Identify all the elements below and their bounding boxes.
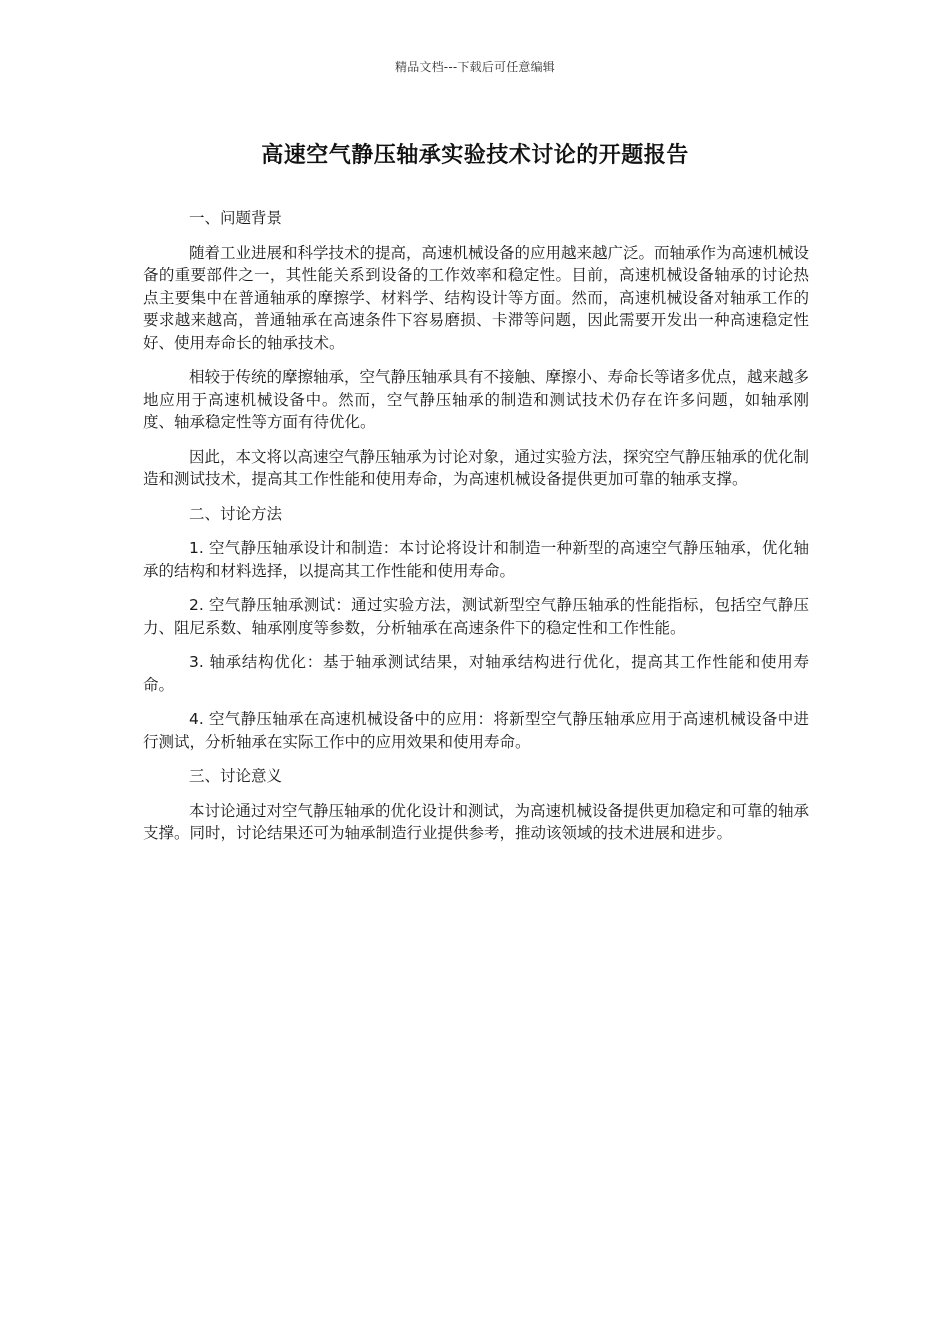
section-heading-methods: 二、讨论方法 bbox=[189, 504, 283, 523]
header-note: 精品文档---下载后可任意编辑 bbox=[395, 60, 555, 74]
section-heading-background: 一、问题背景 bbox=[189, 209, 283, 227]
method-item-1: 1. 空气静压轴承设计和制造：本讨论将设计和制造一种新型的高速空气静压轴承，优化轴承的结构和材料选择，以提高其工作性能和使用寿命。 bbox=[143, 539, 809, 580]
method-item-4: 4. 空气静压轴承在高速机械设备中的应用：将新型空气静压轴承应用于高速机械设备中进行测试，分析轴承在实际工作中的应用效果和使用寿命。 bbox=[143, 710, 809, 751]
document-body bbox=[143, 207, 809, 857]
background-paragraph-1: 随着工业进展和科学技术的提高，高速机械设备的应用越来越广泛。而轴承作为高速机械设备的重要部件之一，其性能关系到设备的工作效率和稳定性。目前，高速机械设备轴承的讨论热点主要集中在普通轴承的摩擦学、材料学、结构设计等方面。然而，高速机械设备对轴承工作的要求越来越高，普通轴承在高速条件下容易磨损、卡滞等问题，因此需要开发出一种高速稳定性好、使用寿命长的轴承技术。 bbox=[143, 243, 810, 352]
method-item-3: 3. 轴承结构优化：基于轴承测试结果，对轴承结构进行优化，提高其工作性能和使用寿命。 bbox=[143, 653, 809, 694]
method-item-2: 2. 空气静压轴承测试：通过实验方法，测试新型空气静压轴承的性能指标，包括空气静压力、阻尼系数、轴承刚度等参数，分析轴承在高速条件下的稳定性和工作性能。 bbox=[143, 596, 809, 637]
background-paragraph-3: 因此，本文将以高速空气静压轴承为讨论对象，通过实验方法，探究空气静压轴承的优化制造和测试技术，提高其工作性能和使用寿命，为高速机械设备提供更加可靠的轴承支撑。 bbox=[143, 447, 810, 488]
significance-paragraph: 本讨论通过对空气静压轴承的优化设计和测试，为高速机械设备提供更加稳定和可靠的轴承支撑。同时，讨论结果还可为轴承制造行业提供参考，推动该领域的技术进展和进步。 bbox=[143, 801, 810, 842]
background-paragraph-2: 相较于传统的摩擦轴承，空气静压轴承具有不接触、摩擦小、寿命长等诸多优点，越来越多地应用于高速机械设备中。然而，空气静压轴承的制造和测试技术仍存在许多问题，如轴承刚度、轴承稳定性等方面有待优化。 bbox=[143, 368, 810, 431]
section-heading-significance: 三、讨论意义 bbox=[189, 767, 283, 785]
document-title: 高速空气静压轴承实验技术讨论的开题报告 bbox=[261, 143, 689, 168]
